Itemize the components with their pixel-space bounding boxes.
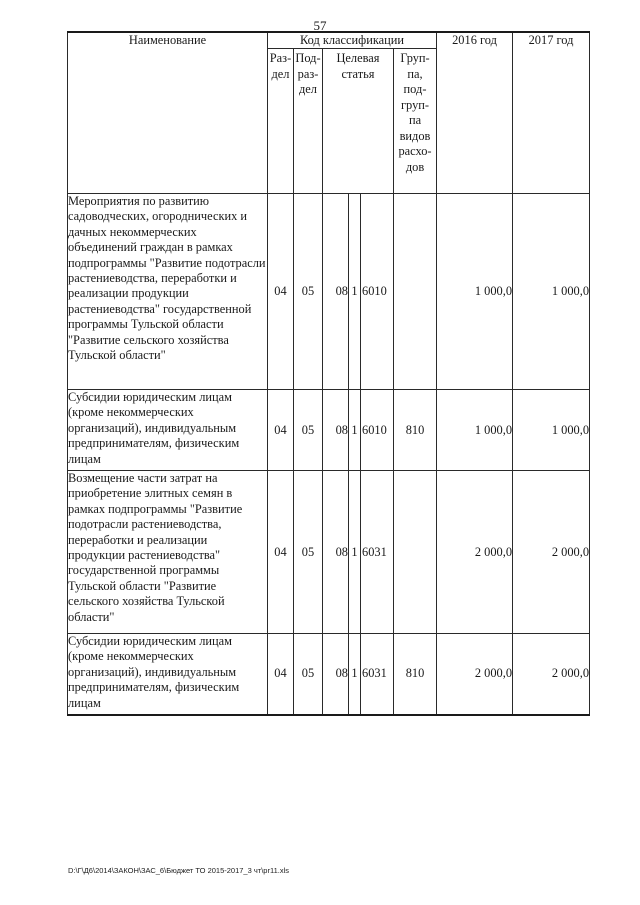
row-target-program: 08: [323, 194, 349, 390]
row-amount-2016: 2 000,0: [437, 471, 513, 634]
row-amount-2016: 1 000,0: [437, 194, 513, 390]
row-section: 04: [268, 390, 294, 471]
row-target-direction: 6010: [361, 390, 394, 471]
row-amount-2016: 2 000,0: [437, 634, 513, 715]
row-expense-group: [394, 471, 437, 634]
row-target-direction: 6031: [361, 471, 394, 634]
row-subsection: 05: [294, 390, 323, 471]
row-target-program: 08: [323, 634, 349, 715]
row-target-subprogram: 1: [349, 194, 361, 390]
row-section: 04: [268, 194, 294, 390]
row-name: Возмещение части затрат на приобретение элитных семян в рамках подпрограммы "Развитие подотрасли растениеводства, переработки и реализации продукции растениеводства" государственной программы Тульской области "Развитие сельского хозяйства Тульской области": [68, 471, 268, 634]
table-row: [68, 390, 590, 471]
row-subsection: 05: [294, 194, 323, 390]
table-row: [68, 634, 590, 715]
row-amount-2017: 1 000,0: [513, 390, 590, 471]
table-row: [68, 471, 590, 634]
row-subsection: 05: [294, 634, 323, 715]
header-year-2016: 2016 год: [437, 32, 513, 194]
row-target-direction: 6031: [361, 634, 394, 715]
header-target-article: Целевая статья: [323, 49, 394, 194]
row-amount-2016: 1 000,0: [437, 390, 513, 471]
row-target-subprogram: 1: [349, 471, 361, 634]
header-expense-group: Груп- па, под- груп- па видов расхо- дов: [394, 49, 437, 194]
table-row: [68, 194, 590, 390]
row-target-program: 08: [323, 471, 349, 634]
row-name: Мероприятия по развитию садоводческих, огороднических и дачных некоммерческих объединений граждан в рамках подпрограммы "Развитие подотрасли растениеводства, переработки и реализации продукции растениеводства" государственной программы Тульской области "Развитие сельского хозяйства Тульской области": [68, 194, 268, 390]
row-target-subprogram: 1: [349, 634, 361, 715]
header-classification-code: Код классификации: [268, 32, 437, 49]
row-amount-2017: 2 000,0: [513, 634, 590, 715]
row-expense-group: 810: [394, 390, 437, 471]
header-year-2017: 2017 год: [513, 32, 590, 194]
row-subsection: 05: [294, 471, 323, 634]
row-name: Субсидии юридическим лицам (кроме некоммерческих организаций), индивидуальным предпринимателям, физическим лицам: [68, 390, 268, 471]
header-row-top: [68, 32, 590, 49]
header-name: Наименование: [68, 32, 268, 194]
row-amount-2017: 1 000,0: [513, 194, 590, 390]
file-path-footer: D:\Г\Д6\2014\ЗАКОН\ЗАС_6\Бюджет ТО 2015-2017_3 чт\pr11.xls: [68, 866, 289, 875]
row-section: 04: [268, 634, 294, 715]
header-section: Раз- дел: [268, 49, 294, 194]
row-expense-group: 810: [394, 634, 437, 715]
budget-table: [67, 31, 590, 716]
row-target-subprogram: 1: [349, 390, 361, 471]
row-section: 04: [268, 471, 294, 634]
row-target-program: 08: [323, 390, 349, 471]
row-expense-group: [394, 194, 437, 390]
row-name: Субсидии юридическим лицам (кроме некоммерческих организаций), индивидуальным предпринимателям, физическим лицам: [68, 634, 268, 715]
row-amount-2017: 2 000,0: [513, 471, 590, 634]
header-subsection: Под- раз- дел: [294, 49, 323, 194]
row-target-direction: 6010: [361, 194, 394, 390]
page-number: 57: [313, 18, 327, 33]
